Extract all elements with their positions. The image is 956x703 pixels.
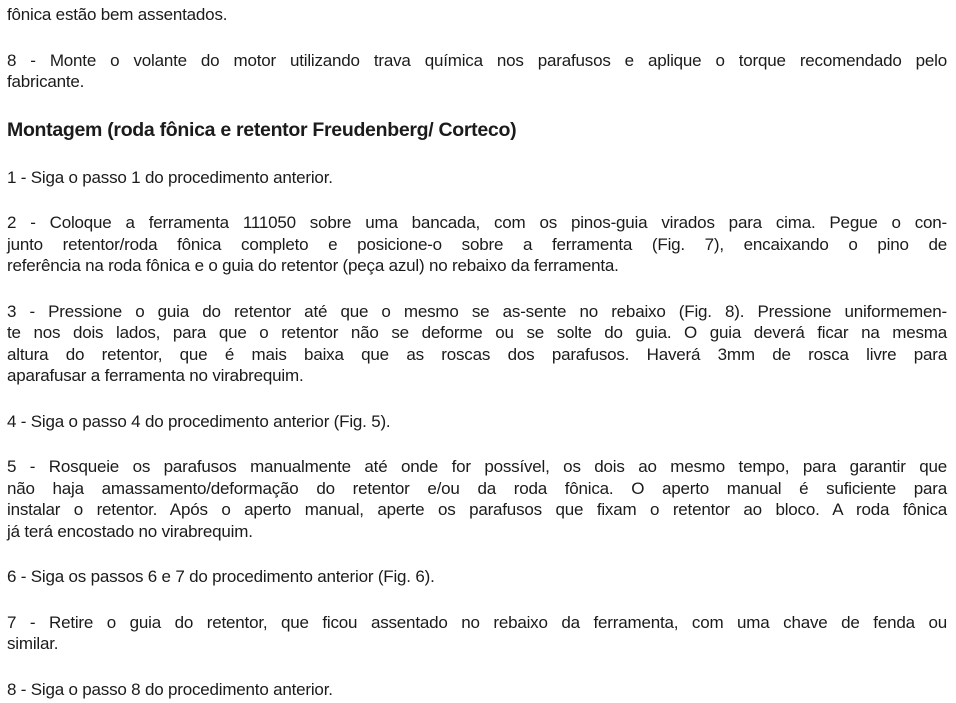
text-line: 8 - Siga o passo 8 do procedimento anterior.	[7, 679, 333, 699]
paragraph-continuation-fragment	[7, 4, 947, 26]
paragraph-step-2	[7, 212, 947, 277]
text-line: te nos dois lados, para que o retentor não se deforme ou se solte do guia. O guia deverá ficar na mesma	[7, 323, 947, 342]
paragraph-step-8-final	[7, 679, 947, 701]
text-line: altura do retentor, que é mais baixa que as roscas dos parafusos. Haverá 3mm de rosca livre para	[7, 344, 947, 364]
text-line: não haja amassamento/deformação do retentor e/ou da roda fônica. O aperto manual é suficiente para	[7, 478, 947, 498]
paragraph-step-6	[7, 566, 947, 588]
text-line: aparafusar a ferramenta no virabrequim.	[7, 366, 304, 385]
paragraph-step-4	[7, 411, 947, 433]
text-line: 7 - Retire o guia do retentor, que ficou assentado no rebaixo da ferramenta, com uma chave de fenda ou	[7, 612, 947, 632]
text-line: referência na roda fônica e o guia do retentor (peça azul) no rebaixo da ferramenta.	[7, 256, 619, 275]
text-line: fabricante.	[7, 72, 85, 91]
text-line: 8 - Monte o volante do motor utilizando trava química nos parafusos e aplique o torque recomendado pelo	[7, 50, 947, 70]
text-line: fônica estão bem assentados.	[7, 5, 228, 24]
section-heading	[7, 118, 947, 142]
paragraph-step-3	[7, 301, 947, 387]
text-line: 1 - Siga o passo 1 do procedimento anterior.	[7, 167, 333, 187]
paragraph-step-7	[7, 612, 947, 655]
text-line: 3 - Pressione o guia do retentor até que o mesmo se as-sente no rebaixo (Fig. 8). Pressione uniformemen-	[7, 301, 947, 321]
paragraph-step-5	[7, 456, 947, 542]
text-line: já terá encostado no virabrequim.	[7, 521, 253, 541]
text-line: junto retentor/roda fônica completo e posicione-o sobre a ferramenta (Fig. 7), encaixando o pino de	[7, 234, 947, 254]
text-line: 2 - Coloque a ferramenta 111050 sobre uma bancada, com os pinos-guia virados para cima. Pegue o con-	[7, 213, 947, 232]
text-line: 5 - Rosqueie os parafusos manualmente até onde for possível, os dois ao mesmo tempo, para garantir que	[7, 457, 947, 476]
text-line: Montagem (roda fônica e retentor Freudenberg/ Corteco)	[7, 118, 517, 141]
paragraph-step-1	[7, 167, 947, 189]
text-line: 4 - Siga o passo 4 do procedimento anterior (Fig. 5).	[7, 411, 391, 431]
text-line: 6 - Siga os passos 6 e 7 do procedimento anterior (Fig. 6).	[7, 567, 435, 586]
paragraph-step-8-flywheel	[7, 50, 947, 93]
text-line: instalar o retentor. Após o aperto manual, aperte os parafusos que fixam o retentor ao bloco. A roda fônica	[7, 500, 947, 519]
document-body	[7, 4, 947, 700]
text-line: similar.	[7, 634, 59, 653]
